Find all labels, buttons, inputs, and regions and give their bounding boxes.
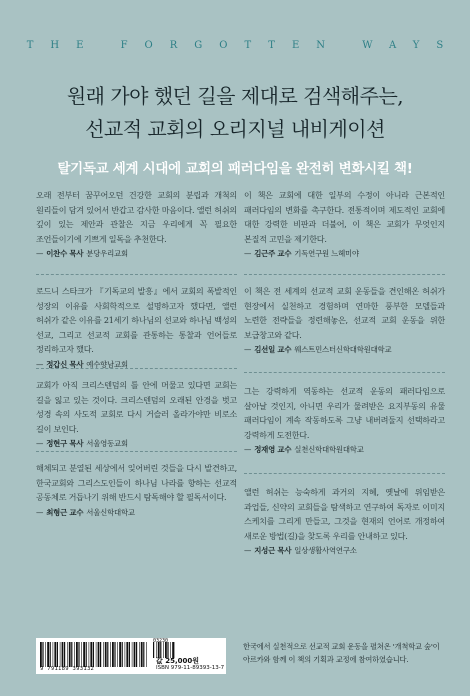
endorser-affiliation: 예수향남교회 xyxy=(86,359,128,369)
endorsement-text: 오래 전부터 꿈꾸어오던 건강한 교회의 분립과 개척의 원리들이 담겨 있어서 반갑고 감사한 마음이다. 앨런 허쉬의 깊이 있는 제안과 관찰은 지금 우리에게 꼭 필요한 조언들이기에 기쁘게 일독을 추천한다. xyxy=(36,190,237,244)
endorsement-signature: — 김선일 교수 웨스트민스터신학대학원대학교 xyxy=(244,345,392,355)
endorsement-signature: — 이찬수 목사 분당우리교회 xyxy=(36,249,128,259)
endorser-affiliation: 분당우리교회 xyxy=(86,249,128,259)
endorser-name: 정현구 목사 xyxy=(46,439,84,449)
endorser-name: 김근주 교수 xyxy=(254,249,292,259)
barcode-icon xyxy=(40,642,148,667)
barcode-digits: 9 791189 393132 xyxy=(40,666,95,672)
series-title: THE FORGOTTEN WAYS xyxy=(26,40,461,51)
endorser-affiliation: 서울신학대학교 xyxy=(86,507,135,517)
endorser-name: 정재영 교수 xyxy=(254,445,292,455)
tagline: 탈기독교 세계 시대에 교회의 패러다임을 완전히 변화시킬 책! xyxy=(57,161,413,177)
divider xyxy=(36,451,237,452)
divider xyxy=(36,274,237,275)
endorsement-signature: — 지성근 목사 일상생활사역연구소 xyxy=(244,546,357,556)
endorsement-text: 이 책은 교회에 대한 일부의 수정이 아니라 근본적인 패러다임의 변화를 촉구한다. 전통적이며 제도적인 교회에 대한 강력한 비판과 더불어, 이 책은 교회가 무엇인지 본질적 고민을 제기한다. xyxy=(244,190,445,244)
headline-line-2: 선교적 교회의 오리지널 내비게이션 xyxy=(85,117,385,141)
endorser-name: 지성근 목사 xyxy=(254,546,292,556)
endorsement xyxy=(36,188,237,259)
endorser-name: 정갑신 목사 xyxy=(46,359,84,369)
footer-note-line-1: 한국에서 실천적으로 선교적 교회 운동을 펼쳐온 '개척학교 숲'이 xyxy=(243,642,440,651)
endorsement xyxy=(244,284,445,355)
endorsement-signature: — 정현구 목사 서울영동교회 xyxy=(36,439,128,449)
endorsement-signature: — 정갑신 목사 예수향남교회 xyxy=(36,359,128,369)
endorser-name: 김선일 교수 xyxy=(254,345,292,355)
endorsement xyxy=(244,384,445,455)
endorser-name: 최형근 교수 xyxy=(46,507,84,517)
endorsement-text: 앨런 허쉬는 능숙하게 과거의 지혜, 옛날에 위임받은 과업들, 신약의 교회들을 탐색하고 연구하여 독자로 이미지 스케치를 그리게 만들고, 그것을 현재의 언어로 개정하여 새로운 방법(길)을 찾도록 우리를 안내하고 있다. xyxy=(244,487,445,541)
endorsement-text: 그는 강력하게 역동하는 선교적 운동의 패러다임으로 살아날 것인지, 아니면 우리가 물려받은 요지부동의 유물 패러다임이 계속 작동하도록 그냥 내버려둘지 선택하라고 강력하게 도전한다. xyxy=(244,386,445,440)
endorsement xyxy=(36,284,237,370)
endorser-affiliation: 서울영동교회 xyxy=(86,439,128,449)
endorsement-signature: — 최형근 교수 서울신학대학교 xyxy=(36,507,135,517)
endorsement xyxy=(36,378,237,449)
endorsement xyxy=(244,485,445,556)
endorsement-text: 로드니 스타크가 『기독교의 발흥』에서 교회의 폭발적인 성장의 이유를 사회학적으로 설명하고자 했다면, 앨런 허쉬가 같은 이유를 21세기 하나님의 선교와 하나님 백성의 선교, 그리고 선교적 교회를 관통하는 통찰과 언어들로 정리하고자 했다. xyxy=(36,286,237,355)
endorsement-text: 이 책은 전 세계의 선교적 교회 운동들을 견인해온 허쉬가 현장에서 실천하고 경험하며 연마한 풍부한 모델들과 노련한 전략들을 정련해놓은, 선교적 교회 운동을 위한 보급창고와 같다. xyxy=(244,286,445,340)
endorser-affiliation: 기독연구원 느헤미야 xyxy=(294,249,359,259)
divider xyxy=(244,372,445,373)
endorser-affiliation: 일상생활사역연구소 xyxy=(294,546,357,556)
endorsement-text: 해체되고 분열된 세상에서 잊어버린 것들을 다시 발견하고, 한국교회와 그리스도인들이 하나님 나라를 향하는 선교적 공동체로 거듭나기 위해 반드시 탐독해야 할 필독서이다. xyxy=(36,463,237,503)
endorsement-text: 교회가 아직 크리스텐덤의 틀 안에 머물고 있다면 교회는 길을 잃고 있는 것이다. 크리스텐덤의 오래된 안경을 벗고 성경 속의 사도적 교회로 다시 거슬러 올라가야만 비로소 길이 보인다. xyxy=(36,380,237,434)
endorser-affiliation: 실천신학대학원대학교 xyxy=(294,445,364,455)
endorser-affiliation: 웨스트민스터신학대학원대학교 xyxy=(294,345,392,355)
endorsement-signature: — 김근주 교수 기독연구원 느헤미야 xyxy=(244,249,359,259)
endorser-name: 이찬수 목사 xyxy=(46,249,84,259)
barcode-block xyxy=(36,638,226,674)
divider xyxy=(244,274,445,275)
endorsement xyxy=(36,461,237,518)
isbn: ISBN 979-11-89393-13-7 xyxy=(156,665,225,671)
price: 값 25,000원 xyxy=(156,657,199,665)
endorsement-signature: — 정재영 교수 실천신학대학원대학교 xyxy=(244,445,364,455)
divider xyxy=(36,368,237,369)
headline-line-1: 원래 가야 했던 길을 제대로 검색해주는, xyxy=(66,84,404,108)
endorsement xyxy=(244,188,445,259)
footer-note-line-2: 아르카와 함께 이 책의 기획과 교정에 참여하였습니다. xyxy=(243,655,409,664)
addon-digits: 03230 xyxy=(153,638,169,644)
divider xyxy=(244,473,445,474)
